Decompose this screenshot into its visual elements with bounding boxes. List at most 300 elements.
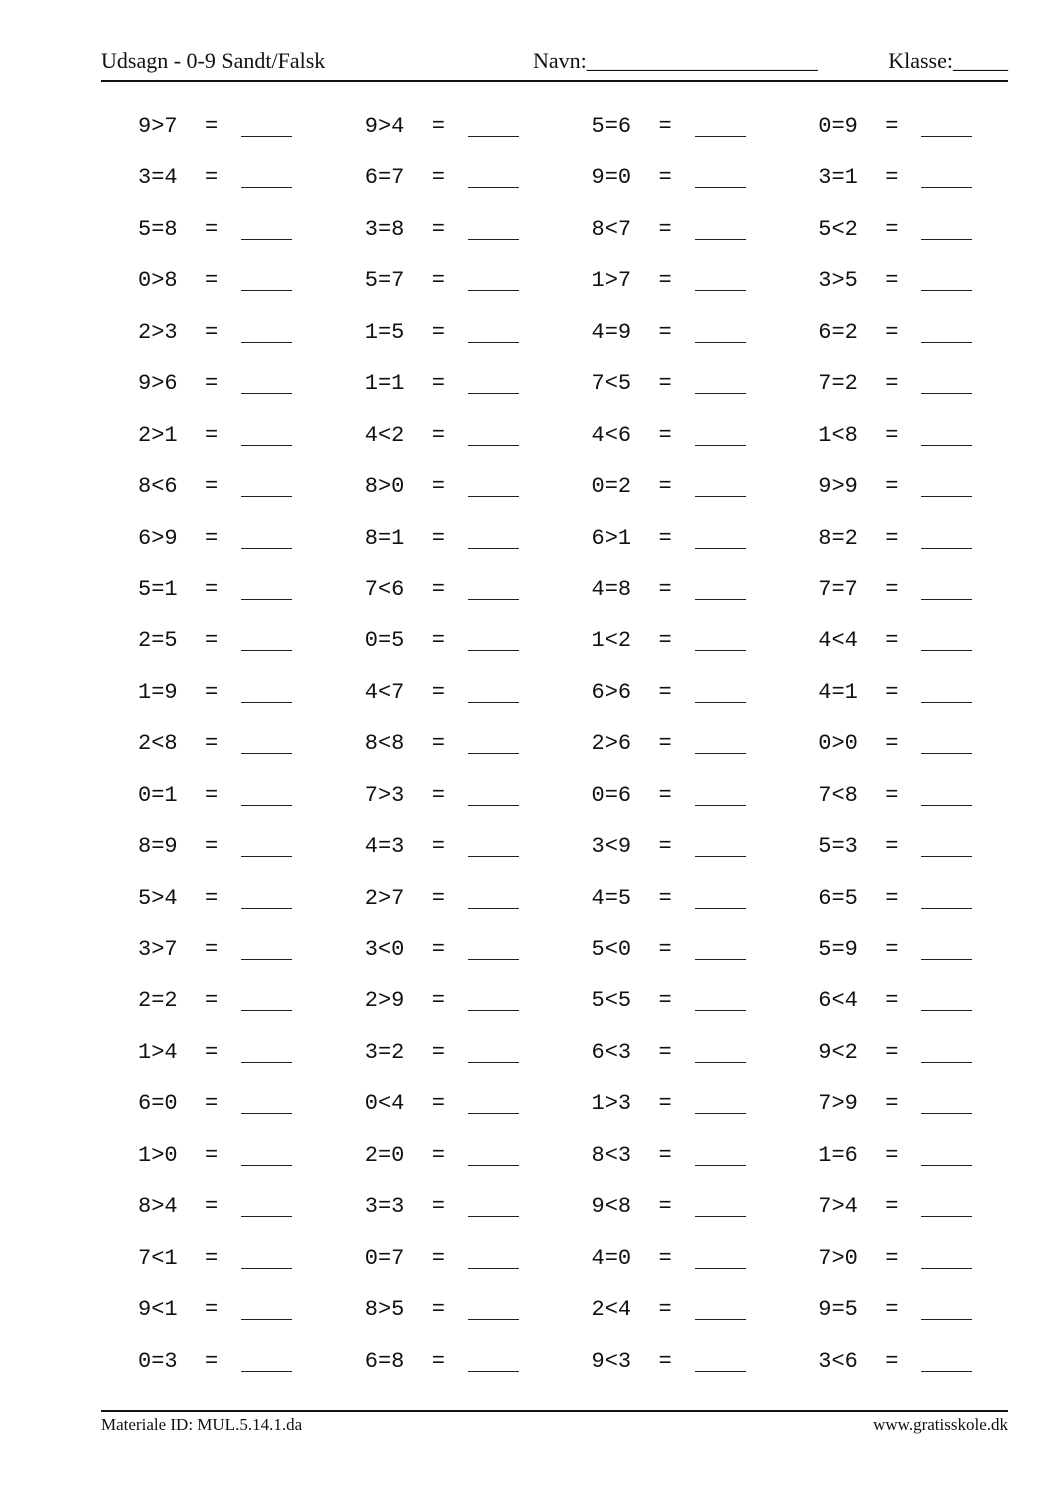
answer-blank[interactable] — [468, 805, 519, 806]
problem-item — [328, 669, 555, 720]
problem-statement: 0>8 — [138, 268, 178, 294]
answer-blank[interactable] — [695, 342, 746, 343]
equals-sign: = — [658, 319, 672, 345]
equals-sign: = — [885, 576, 899, 602]
equals-sign: = — [205, 1194, 219, 1220]
problem-item — [101, 823, 328, 874]
answer-blank[interactable] — [695, 805, 746, 806]
equals-sign: = — [431, 1297, 445, 1323]
equals-sign: = — [885, 371, 899, 397]
answer-blank[interactable] — [468, 445, 519, 446]
answer-blank[interactable] — [695, 1319, 746, 1320]
problem-statement: 8<3 — [591, 1142, 632, 1168]
answer-blank[interactable] — [921, 856, 972, 857]
equals-sign: = — [431, 988, 445, 1014]
answer-blank[interactable] — [468, 908, 519, 909]
problem-item — [328, 1029, 555, 1080]
problem-item — [101, 772, 328, 823]
equals-sign: = — [885, 474, 899, 500]
problem-statement: 3>7 — [138, 937, 178, 962]
problem-item — [101, 977, 328, 1028]
problem-item — [101, 206, 328, 257]
problem-item — [328, 772, 555, 823]
answer-blank[interactable] — [468, 650, 519, 651]
problem-item — [781, 617, 1008, 668]
equals-sign: = — [658, 834, 672, 860]
answer-blank[interactable] — [241, 702, 292, 703]
equals-sign: = — [431, 731, 445, 757]
footer-divider — [101, 1410, 1008, 1412]
equals-sign: = — [885, 525, 899, 551]
problem-statement: 1<2 — [591, 628, 632, 654]
problem-statement: 7>3 — [364, 782, 405, 808]
problem-statement: 0=9 — [818, 114, 858, 139]
answer-blank[interactable] — [468, 187, 519, 188]
problem-statement: 0=2 — [591, 474, 632, 500]
problem-item — [555, 823, 782, 874]
problem-statement: 6=7 — [364, 165, 405, 191]
answer-blank[interactable] — [241, 650, 292, 651]
answer-blank[interactable] — [241, 856, 292, 857]
equals-sign: = — [431, 165, 445, 191]
equals-sign: = — [431, 1245, 445, 1271]
problem-item — [781, 257, 1008, 308]
answer-blank[interactable] — [921, 702, 972, 703]
equals-sign: = — [658, 1039, 672, 1065]
problem-statement: 7<8 — [818, 782, 858, 808]
problem-statement: 1=5 — [364, 319, 405, 345]
problem-statement: 7>0 — [818, 1245, 858, 1271]
equals-sign: = — [658, 371, 672, 397]
problem-statement: 1<8 — [818, 422, 858, 448]
answer-blank[interactable] — [241, 445, 292, 446]
equals-sign: = — [658, 628, 672, 654]
problem-statement: 3<6 — [818, 1348, 858, 1374]
answer-blank[interactable] — [921, 1062, 972, 1063]
problem-item — [101, 103, 328, 154]
equals-sign: = — [431, 834, 445, 860]
answer-blank[interactable] — [468, 548, 519, 549]
answer-blank[interactable] — [468, 753, 519, 754]
problem-statement: 2>1 — [138, 422, 178, 448]
equals-sign: = — [658, 114, 672, 139]
problem-statement: 9<2 — [818, 1039, 858, 1065]
answer-blank[interactable] — [241, 1113, 292, 1114]
equals-sign: = — [885, 1039, 899, 1065]
problem-statement: 5<0 — [591, 937, 632, 962]
equals-sign: = — [431, 422, 445, 448]
answer-blank[interactable] — [695, 650, 746, 651]
answer-blank[interactable] — [921, 393, 972, 394]
problem-item — [555, 669, 782, 720]
problem-item — [101, 1235, 328, 1286]
problem-item — [555, 1235, 782, 1286]
answer-blank[interactable] — [241, 959, 292, 960]
problem-statement: 9>4 — [364, 114, 405, 139]
equals-sign: = — [205, 114, 219, 139]
problem-statement: 8=1 — [364, 525, 405, 551]
equals-sign: = — [431, 371, 445, 397]
problem-item — [101, 257, 328, 308]
problem-item — [555, 360, 782, 411]
equals-sign: = — [205, 422, 219, 448]
answer-blank[interactable] — [695, 753, 746, 754]
problem-statement: 7>4 — [818, 1194, 858, 1220]
answer-blank[interactable] — [695, 1010, 746, 1011]
worksheet-footer — [101, 1414, 1008, 1438]
problem-statement: 7<1 — [138, 1245, 178, 1271]
problem-item — [555, 257, 782, 308]
problem-item — [328, 309, 555, 360]
problem-item — [781, 154, 1008, 205]
answer-blank[interactable] — [921, 1165, 972, 1166]
equals-sign: = — [658, 988, 672, 1014]
answer-blank[interactable] — [921, 1319, 972, 1320]
problem-item — [781, 1286, 1008, 1337]
equals-sign: = — [658, 216, 672, 242]
equals-sign: = — [431, 937, 445, 962]
answer-blank[interactable] — [921, 136, 972, 137]
problem-statement: 6=8 — [364, 1348, 405, 1374]
problem-item — [101, 566, 328, 617]
answer-blank[interactable] — [695, 290, 746, 291]
answer-blank[interactable] — [241, 496, 292, 497]
answer-blank[interactable] — [241, 753, 292, 754]
answer-blank[interactable] — [241, 187, 292, 188]
equals-sign: = — [885, 937, 899, 962]
problem-item — [101, 720, 328, 771]
answer-blank[interactable] — [921, 908, 972, 909]
problem-statement: 5=3 — [818, 834, 858, 860]
problem-item — [555, 1183, 782, 1234]
problem-item — [781, 1183, 1008, 1234]
answer-blank[interactable] — [695, 496, 746, 497]
answer-blank[interactable] — [468, 1062, 519, 1063]
equals-sign: = — [885, 1091, 899, 1117]
problem-statement: 4=5 — [591, 885, 632, 911]
answer-blank[interactable] — [241, 290, 292, 291]
problem-item — [781, 1132, 1008, 1183]
problem-statement: 5<5 — [591, 988, 632, 1014]
equals-sign: = — [431, 268, 445, 294]
answer-blank[interactable] — [241, 1165, 292, 1166]
answer-blank[interactable] — [241, 1319, 292, 1320]
answer-blank[interactable] — [241, 1010, 292, 1011]
problem-statement: 0=3 — [138, 1348, 178, 1374]
problem-item — [328, 566, 555, 617]
problem-grid — [101, 103, 1008, 1389]
problem-item — [101, 926, 328, 977]
problem-statement: 6>9 — [138, 525, 178, 551]
equals-sign: = — [431, 885, 445, 911]
problem-statement: 4<7 — [364, 679, 405, 705]
answer-blank[interactable] — [921, 239, 972, 240]
problem-statement: 5=1 — [138, 576, 178, 602]
answer-blank[interactable] — [695, 445, 746, 446]
equals-sign: = — [658, 525, 672, 551]
answer-blank[interactable] — [468, 342, 519, 343]
problem-statement: 1=1 — [364, 371, 405, 397]
answer-blank[interactable] — [921, 1371, 972, 1372]
equals-sign: = — [885, 1142, 899, 1168]
problem-item — [101, 1132, 328, 1183]
equals-sign: = — [885, 834, 899, 860]
answer-blank[interactable] — [695, 393, 746, 394]
problem-statement: 3=8 — [364, 216, 405, 242]
problem-item — [781, 463, 1008, 514]
equals-sign: = — [658, 1297, 672, 1323]
answer-blank[interactable] — [921, 1113, 972, 1114]
problem-item — [328, 977, 555, 1028]
answer-blank[interactable] — [695, 548, 746, 549]
answer-blank[interactable] — [695, 856, 746, 857]
problem-statement: 0=1 — [138, 782, 178, 808]
equals-sign: = — [658, 422, 672, 448]
answer-blank[interactable] — [468, 290, 519, 291]
answer-blank[interactable] — [468, 136, 519, 137]
problem-item — [101, 669, 328, 720]
answer-blank[interactable] — [241, 1268, 292, 1269]
problem-statement: 0=5 — [364, 628, 405, 654]
problem-item — [328, 823, 555, 874]
answer-blank[interactable] — [921, 959, 972, 960]
problem-item — [101, 360, 328, 411]
equals-sign: = — [431, 474, 445, 500]
answer-blank[interactable] — [695, 1216, 746, 1217]
equals-sign: = — [885, 782, 899, 808]
equals-sign: = — [658, 885, 672, 911]
equals-sign: = — [205, 1142, 219, 1168]
problem-item — [555, 103, 782, 154]
equals-sign: = — [658, 165, 672, 191]
answer-blank[interactable] — [468, 393, 519, 394]
problem-statement: 4<6 — [591, 422, 632, 448]
problem-statement: 8<7 — [591, 216, 632, 242]
answer-blank[interactable] — [695, 136, 746, 137]
problem-statement: 1=9 — [138, 679, 178, 705]
problem-statement: 4=0 — [591, 1245, 632, 1271]
problem-item — [555, 875, 782, 926]
answer-blank[interactable] — [695, 599, 746, 600]
answer-blank[interactable] — [468, 856, 519, 857]
problem-item — [781, 977, 1008, 1028]
answer-blank[interactable] — [921, 496, 972, 497]
answer-blank[interactable] — [921, 1216, 972, 1217]
problem-item — [555, 412, 782, 463]
problem-item — [555, 566, 782, 617]
material-id: Materiale ID: MUL.5.14.1.da — [101, 1415, 303, 1434]
problem-item — [781, 309, 1008, 360]
equals-sign: = — [205, 1091, 219, 1117]
answer-blank[interactable] — [241, 599, 292, 600]
problem-item — [781, 1080, 1008, 1131]
equals-sign: = — [658, 268, 672, 294]
problem-statement: 3<0 — [364, 937, 405, 962]
answer-blank[interactable] — [241, 239, 292, 240]
equals-sign: = — [885, 1348, 899, 1374]
problem-item — [101, 463, 328, 514]
problem-statement: 1>7 — [591, 268, 632, 294]
answer-blank[interactable] — [695, 1062, 746, 1063]
problem-statement: 1>0 — [138, 1142, 178, 1168]
class-field-label: Klasse:_____ — [888, 48, 1008, 73]
equals-sign: = — [205, 1245, 219, 1271]
answer-blank[interactable] — [695, 959, 746, 960]
problem-statement: 6<3 — [591, 1039, 632, 1065]
problem-item — [328, 1080, 555, 1131]
problem-item — [555, 1029, 782, 1080]
problem-statement: 4=3 — [364, 834, 405, 860]
answer-blank[interactable] — [921, 342, 972, 343]
answer-blank[interactable] — [468, 599, 519, 600]
answer-blank[interactable] — [921, 753, 972, 754]
answer-blank[interactable] — [241, 1062, 292, 1063]
problem-statement: 0<4 — [364, 1091, 405, 1117]
equals-sign: = — [885, 216, 899, 242]
answer-blank[interactable] — [921, 548, 972, 549]
problem-item — [101, 1338, 328, 1389]
answer-blank[interactable] — [921, 1268, 972, 1269]
problem-item — [328, 1132, 555, 1183]
equals-sign: = — [885, 628, 899, 654]
answer-blank[interactable] — [921, 290, 972, 291]
problem-item — [101, 309, 328, 360]
equals-sign: = — [431, 1348, 445, 1374]
answer-blank[interactable] — [695, 1165, 746, 1166]
equals-sign: = — [658, 782, 672, 808]
equals-sign: = — [205, 165, 219, 191]
equals-sign: = — [885, 679, 899, 705]
problem-statement: 2>7 — [364, 885, 405, 911]
website-url: www.gratisskole.dk — [873, 1415, 1008, 1434]
problem-statement: 6=2 — [818, 319, 858, 345]
answer-blank[interactable] — [468, 1216, 519, 1217]
problem-statement: 8=9 — [138, 834, 178, 860]
answer-blank[interactable] — [695, 908, 746, 909]
equals-sign: = — [205, 474, 219, 500]
answer-blank[interactable] — [695, 187, 746, 188]
equals-sign: = — [205, 268, 219, 294]
problem-item — [101, 875, 328, 926]
problem-statement: 2=0 — [364, 1142, 405, 1168]
answer-blank[interactable] — [468, 1165, 519, 1166]
problem-statement: 9=0 — [591, 165, 632, 191]
problem-item — [328, 1183, 555, 1234]
problem-statement: 7<6 — [364, 576, 405, 602]
answer-blank[interactable] — [695, 239, 746, 240]
problem-item — [328, 206, 555, 257]
problem-item — [328, 875, 555, 926]
answer-blank[interactable] — [241, 1216, 292, 1217]
equals-sign: = — [885, 1297, 899, 1323]
equals-sign: = — [205, 679, 219, 705]
problem-item — [781, 823, 1008, 874]
problem-item — [101, 617, 328, 668]
answer-blank[interactable] — [921, 445, 972, 446]
answer-blank[interactable] — [921, 1010, 972, 1011]
equals-sign: = — [205, 1039, 219, 1065]
answer-blank[interactable] — [468, 239, 519, 240]
answer-blank[interactable] — [241, 342, 292, 343]
equals-sign: = — [431, 1091, 445, 1117]
answer-blank[interactable] — [468, 1010, 519, 1011]
problem-statement: 5=7 — [364, 268, 405, 294]
answer-blank[interactable] — [695, 1268, 746, 1269]
answer-blank[interactable] — [241, 805, 292, 806]
problem-statement: 0>0 — [818, 731, 858, 757]
equals-sign: = — [431, 525, 445, 551]
problem-statement: 8<6 — [138, 474, 178, 500]
problem-item — [781, 1235, 1008, 1286]
equals-sign: = — [431, 216, 445, 242]
answer-blank[interactable] — [468, 1319, 519, 1320]
worksheet-header — [101, 48, 1008, 78]
answer-blank[interactable] — [468, 702, 519, 703]
problem-item — [101, 1029, 328, 1080]
problem-item — [328, 412, 555, 463]
equals-sign: = — [431, 1039, 445, 1065]
problem-statement: 9<3 — [591, 1348, 632, 1374]
answer-blank[interactable] — [468, 959, 519, 960]
problem-statement: 3=1 — [818, 165, 858, 191]
problem-statement: 5<2 — [818, 216, 858, 242]
problem-statement: 9<1 — [138, 1297, 178, 1323]
answer-blank[interactable] — [921, 650, 972, 651]
answer-blank[interactable] — [921, 599, 972, 600]
equals-sign: = — [658, 679, 672, 705]
answer-blank[interactable] — [468, 1113, 519, 1114]
equals-sign: = — [205, 628, 219, 654]
answer-blank[interactable] — [921, 187, 972, 188]
answer-blank[interactable] — [468, 1268, 519, 1269]
answer-blank[interactable] — [241, 908, 292, 909]
problem-item — [555, 617, 782, 668]
answer-blank[interactable] — [241, 393, 292, 394]
problem-statement: 2>3 — [138, 319, 178, 345]
problem-item — [328, 617, 555, 668]
problem-item — [328, 515, 555, 566]
problem-item — [555, 1338, 782, 1389]
problem-statement: 5=6 — [591, 114, 632, 139]
problem-statement: 8>0 — [364, 474, 405, 500]
equals-sign: = — [658, 1245, 672, 1271]
equals-sign: = — [885, 885, 899, 911]
answer-blank[interactable] — [695, 1371, 746, 1372]
answer-blank[interactable] — [695, 1113, 746, 1114]
answer-blank[interactable] — [921, 805, 972, 806]
answer-blank[interactable] — [241, 548, 292, 549]
problem-item — [781, 875, 1008, 926]
answer-blank[interactable] — [241, 136, 292, 137]
problem-statement: 9=5 — [818, 1297, 858, 1323]
answer-blank[interactable] — [241, 1371, 292, 1372]
problem-statement: 4<2 — [364, 422, 405, 448]
problem-item — [555, 1132, 782, 1183]
problem-statement: 4=9 — [591, 319, 632, 345]
problem-item — [555, 515, 782, 566]
problem-item — [101, 412, 328, 463]
equals-sign: = — [431, 628, 445, 654]
problem-item — [555, 309, 782, 360]
answer-blank[interactable] — [468, 1371, 519, 1372]
problem-item — [781, 669, 1008, 720]
equals-sign: = — [205, 1297, 219, 1323]
equals-sign: = — [658, 576, 672, 602]
problem-statement: 4=8 — [591, 576, 632, 602]
answer-blank[interactable] — [695, 702, 746, 703]
problem-item — [781, 772, 1008, 823]
answer-blank[interactable] — [468, 496, 519, 497]
